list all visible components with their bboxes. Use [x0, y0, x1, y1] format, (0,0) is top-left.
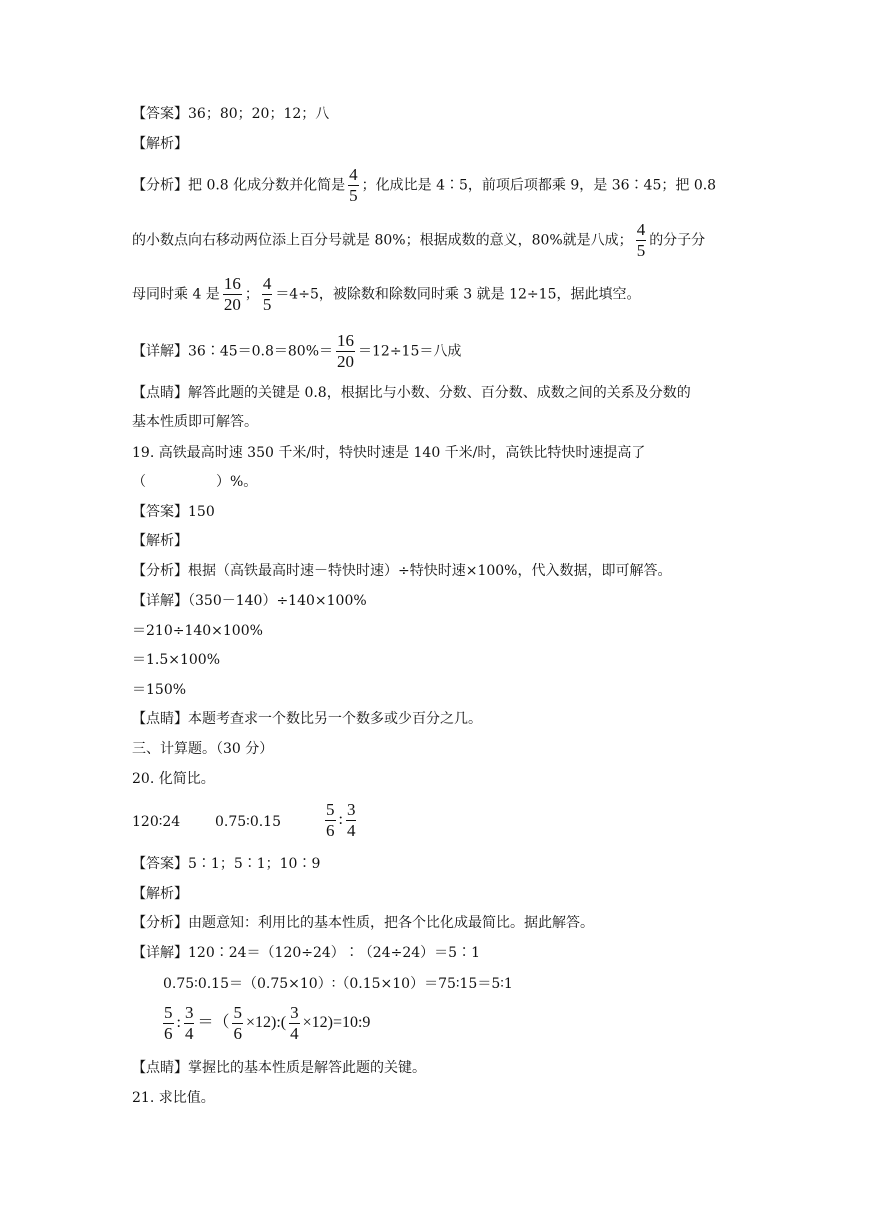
q20-fenxi: 【分析】由题意知：利用比的基本性质，把各个比化成最简比。据此解答。 — [132, 915, 594, 931]
q19-xiangjie: 【详解】（350－140）÷140×100% — [132, 593, 367, 609]
q19-step1: ＝210÷140×100% — [132, 623, 263, 639]
q18-fenxi-line3 — [132, 274, 640, 315]
numerator: 4 — [349, 165, 358, 184]
text: 的小数点向右移动两位添上百分号就是 80%；根据成数的意义，80%就是八成； — [132, 232, 633, 249]
denominator: 6 — [233, 1024, 242, 1043]
q20-answer: 【答案】5∶1；5∶1；10∶9 — [132, 856, 321, 872]
numerator: 3 — [184, 1003, 194, 1022]
q20-analysis-heading: 【解析】 — [132, 886, 188, 902]
text: ；化成比是 4∶5，前项后项都乘 9，是 36∶45；把 0.8 — [361, 177, 717, 194]
numerator: 5 — [164, 1003, 173, 1022]
q20-expr2: 0.75∶0.15 — [215, 814, 281, 830]
q19-dianjing: 【点睛】本题考查求一个数比另一个数多或少百分之几。 — [132, 711, 482, 727]
q20-expr3 — [322, 800, 359, 841]
denominator: 5 — [636, 241, 646, 260]
q20-question: 20. 化简比。 — [132, 771, 215, 787]
q18-xiangjie — [132, 331, 461, 372]
fraction — [636, 220, 647, 261]
text: 【分析】把 0.8 化成分数并化简是 — [132, 177, 346, 194]
numerator: 16 — [337, 331, 355, 350]
q21-question: 21. 求比值。 — [132, 1090, 215, 1106]
numerator: 16 — [223, 274, 241, 293]
numerator: 3 — [346, 800, 356, 819]
q20-xiangjie-line2: 0.75∶0.15＝（0.75×10）∶（0.15×10）＝75∶15＝5∶1 — [163, 976, 513, 992]
q18-dianjing-line2: 基本性质即可解答。 — [132, 414, 258, 430]
text: ＝12÷15＝八成 — [358, 343, 462, 360]
fraction — [232, 1003, 243, 1044]
q20-dianjing: 【点睛】掌握比的基本性质是解答此题的关键。 — [132, 1060, 426, 1076]
numerator: 3 — [290, 1003, 299, 1022]
denominator: 5 — [349, 186, 358, 205]
text: ＝（ — [197, 1014, 230, 1032]
text: ； — [244, 286, 259, 303]
numerator: 5 — [326, 800, 335, 819]
denominator: 4 — [346, 821, 356, 840]
q19-analysis-heading: 【解析】 — [132, 533, 188, 549]
fraction — [346, 800, 357, 841]
text: ×12)=10:9 — [302, 1014, 371, 1032]
q20-xiangjie-line1: 【详解】120∶24＝（120÷24）∶（24÷24）＝5∶1 — [132, 945, 480, 961]
fraction — [262, 274, 273, 315]
numerator: 4 — [262, 274, 272, 293]
denominator: 6 — [164, 1024, 173, 1043]
q19-step2: ＝1.5×100% — [132, 652, 221, 668]
q19-answer: 【答案】150 — [132, 504, 215, 520]
text: ＝4÷5，被除数和除数同时乘 3 就是 12÷15，据此填空。 — [275, 286, 641, 303]
denominator: 20 — [337, 352, 355, 371]
text: 【详解】36∶45＝0.8＝80%＝ — [132, 343, 334, 360]
fraction — [348, 165, 359, 206]
fraction — [223, 274, 242, 315]
numerator: 5 — [233, 1003, 242, 1022]
numerator: 4 — [636, 220, 646, 239]
ratio-sign: : — [338, 811, 343, 829]
fraction — [163, 1003, 174, 1044]
q18-fenxi-line2 — [132, 220, 705, 261]
fraction — [336, 331, 355, 372]
q19-step3: ＝150% — [132, 682, 187, 698]
q18-fenxi-line1 — [132, 165, 716, 206]
ratio-sign: : — [176, 1014, 181, 1032]
q19-question-line1: 19. 高铁最高时速 350 千米/时，特快时速是 140 千米/时，高铁比特快时速提高了 — [132, 445, 646, 461]
denominator: 20 — [223, 295, 241, 314]
q20-xiangjie-line3 — [160, 1003, 370, 1044]
q18-dianjing-line1: 【点睛】解答此题的关键是 0.8，根据比与小数、分数、百分数、成数之间的关系及分数的 — [132, 385, 691, 401]
fraction — [184, 1003, 195, 1044]
denominator: 4 — [290, 1024, 299, 1043]
q18-analysis-heading: 【解析】 — [132, 136, 188, 152]
q18-answer: 【答案】36；80；20；12；八 — [132, 106, 330, 122]
text: 母同时乘 4 是 — [132, 286, 220, 303]
text: 的分子分 — [649, 232, 706, 249]
fraction — [325, 800, 336, 841]
denominator: 4 — [184, 1024, 194, 1043]
q19-question-line2: （ ）%。 — [132, 474, 258, 490]
text: ×12):( — [245, 1014, 287, 1032]
section-heading: 三、计算题。（30 分） — [132, 741, 274, 757]
q19-fenxi: 【分析】根据（高铁最高时速－特快时速）÷特快时速×100%，代入数据，即可解答。 — [132, 563, 672, 579]
fraction — [289, 1003, 300, 1044]
q20-expr1: 120∶24 — [132, 814, 181, 830]
denominator: 6 — [326, 821, 335, 840]
denominator: 5 — [262, 295, 272, 314]
